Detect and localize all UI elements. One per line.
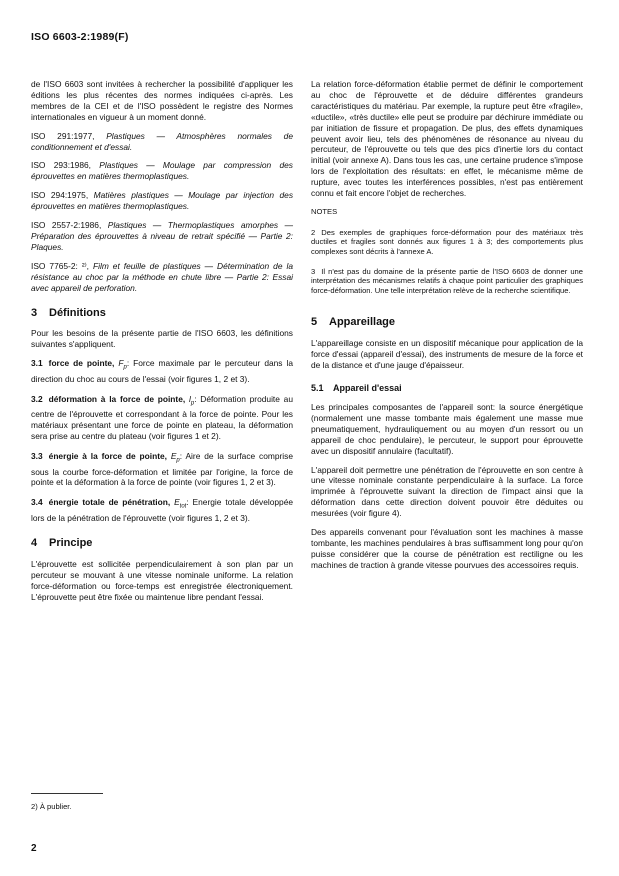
appareil-paragraph-2: L'appareil doit permettre une pénétration de l'éprouvette en son centre à une vitesse nominale constante perpendiculaire à la surface. La force imprimée à l'éprouvette suivant la direction de l'impact ainsi que la déformation dans cette direction doivent pouvoir être déduites ou mesurées (voir figure 4). [311, 464, 583, 519]
reference-item [31, 131, 293, 153]
note-item: 3 Il n'est pas du domaine de la présente partie de l'ISO 6603 de donner une interprétation des mécanismes relatifs à chaque point particulier des graphiques force-déformation. Une telle interprétation relève de la recherche scientifique. [311, 266, 583, 295]
reference-code: ISO 294:1975, [31, 190, 89, 201]
reference-title: Plastiques — Moulage par compression des éprouvettes en matières thermoplastiques. [31, 160, 293, 182]
page-number: 2 [31, 843, 37, 854]
reference-title: Plastiques — Thermoplastiques amorphes — Préparation des éprouvettes à niveau de retrait spécifié — Partie 2: Plaques. [31, 220, 293, 252]
appareillage-intro: L'appareillage consiste en un dispositif mécanique pour application de la force d'essai (appareil d'essai), des instruments de mesure de la force et de la distance et d'une jauge d'épaisseur. [311, 338, 583, 371]
notes-label: NOTES [311, 206, 338, 216]
note-item: 2 Des exemples de graphiques force-déformation pour des matériaux très ductiles et fragiles sont donnés aux figures 1 à 3; des comportements plus complexes sont décrits à l'annexe A. [311, 227, 583, 257]
subsection-heading-appareil: 5.1 Appareil d'essai [311, 383, 402, 394]
definition-item: 3.3 énergie à la force de pointe, $E_p$: Aire de la surface comprise sous la courbe force-déformation et limitée par l'origine, la force de pointe et la déformation à la force de pointe (voir figures 1, 2 et 3). [31, 451, 293, 488]
principe-paragraph: L'éprouvette est sollicitée perpendiculairement à son plan par un percuteur se mouvant à une vitesse nominale uniforme. La relation force-déformation ou force-temps est enregistrée électroniquement. L'éprouvette peut être fixée ou maintenue libre pendant l'essai. [31, 558, 293, 602]
reference-item [31, 160, 293, 182]
reference-code: ISO 293:1986, [31, 160, 91, 171]
reference-title: Matières plastiques — Moulage par injection des éprouvettes en matières thermoplastiques. [31, 190, 294, 212]
section-heading-principe: 4 Principe [31, 536, 93, 549]
definition-item: 3.1 force de pointe, $F_p$: Force maximale par le percuteur dans la direction du choc au cours de l'essai (voir figures 1, 2 et 3). [31, 358, 294, 384]
reference-title: Film et feuille de plastiques — Détermination de la résistance au choc par la méthode en chute libre — Partie 2: Essai avec appareil de perforation. [31, 260, 293, 293]
definition-item: 3.2 déformation à la force de pointe, $l_p$: Déformation produite au centre de l'éprouvette et correspondant à la force de pointe. Pour les matériaux présentant une force de pointe en plateau, la déformation sera prise au centre du plateau (voir figures 1 et 2). [31, 393, 293, 442]
footnote-divider [31, 793, 103, 794]
reference-code: ISO 7765-2: ²⁾, [31, 260, 89, 271]
reference-code: ISO 291:1977, [31, 130, 95, 141]
reference-code: ISO 2557-2:1986, [31, 220, 102, 231]
appareil-paragraph-3: Des appareils convenant pour l'évaluation sont les machines à masse tombante, les machines pendulaires à bras suffisamment long pour qu'on puisse considérer que la course de pénétration est rectiligne ou les machines de traction à grande vitesse pourvues des accessoires requis. [311, 527, 583, 570]
reference-title: Plastiques — Atmosphères normales de conditionnement et d'essai. [31, 130, 293, 152]
reference-item [31, 261, 293, 294]
symbol: $E_{tot}$ [174, 497, 187, 511]
footnote: 2) À publier. [31, 802, 72, 811]
document-header: ISO 6603-2:1989(F) [31, 31, 129, 43]
symbol: $l_p$ [188, 393, 195, 407]
definitions-intro: Pour les besoins de la présente partie de l'ISO 6603, les définitions suivantes s'appliquent. [31, 328, 293, 350]
appareil-paragraph-1: Les principales composantes de l'appareil sont: la source énergétique (normalement une masse tombante mais également une masse mue pneumatiquement, hydrauliquement ou au moyen d'un ressort ou un appareil de choc pendulaire), le percuteur, le support pour éprouvette avec un dispositif annulaire (facultatif). [311, 401, 583, 456]
behaviour-paragraph: La relation force-déformation établie permet de définir le comportement au choc de l'éprouvette et de déduire différentes grandeurs caractéristiques du matériau. Par exemple, la rupture peut être «fragile», «ductile», «très ductile» elle peut se produire par déchirure immédiate ou par initiation de fissure et propagation. De plus, des effets dynamiques peuvent avoir lieu, tels des phénomènes de résonance au niveau du percuteur, de l'éprouvette ou tels que des pics d'inertie lors du contact initial (voir annexe A). Dans tous les cas, une certaine prudence s'impose lors de l'exploitation des résultats: en effet, le mécanisme même de rupture, avec toutes les interférences possibles, n'est pas entièrement connu et fait encore l'objet de recherches. [311, 79, 583, 199]
intro-paragraph: de l'ISO 6603 sont invitées à rechercher la possibilité d'appliquer les éditions les plus récentes des normes indiquées ci-après. Les membres de la CEI et de l'ISO possèdent le registre des Normes internationales en vigueur à un moment donné. [31, 79, 293, 122]
symbol: $E_p$ [170, 451, 180, 464]
definition-item: 3.4 énergie totale de pénétration, $E_{tot}$: Energie totale développée lors de la pénétration de l'éprouvette (voir figures 1, 2 et 3). [31, 497, 294, 523]
section-heading-appareillage: 5 Appareillage [311, 316, 396, 329]
symbol: $F_p$ [118, 358, 127, 371]
reference-item [31, 220, 293, 253]
right-column [311, 79, 583, 579]
left-column [31, 79, 293, 610]
reference-item [31, 190, 293, 212]
section-heading-definitions: 3 Définitions [31, 306, 106, 319]
